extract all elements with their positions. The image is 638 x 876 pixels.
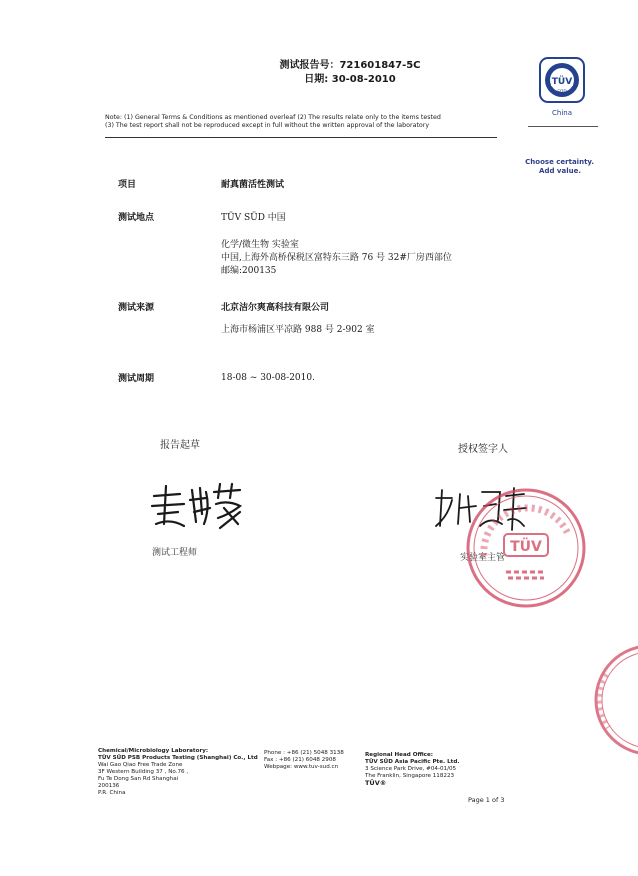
company-seal — [464, 486, 588, 610]
regional-mark: TÜV® — [365, 779, 387, 787]
location-line3: 中国,上海外高桥保税区富特东三路 76 号 32#厂房西部位 — [221, 253, 452, 263]
item-label: 项目 — [118, 180, 137, 190]
report-date: 日期: 30-08-2010 — [304, 74, 396, 85]
lab-address-2: 3F Western Building 37 , No.76 , — [98, 769, 189, 775]
lab-address-5: P.R. China — [98, 790, 126, 796]
tuv-logo — [538, 56, 586, 104]
partial-seal — [588, 644, 638, 754]
svg-text:TÜV: TÜV — [510, 539, 542, 555]
location-label: 测试地点 — [118, 213, 155, 223]
note-line1: Note: (1) General Terms & Conditions as mentioned overleaf (2) The results relate only to the items tested — [105, 114, 441, 121]
location-line4: 邮编:200135 — [221, 266, 277, 276]
lab-company: TÜV SÜD PSB Products Testing (Shanghai) Co., Ltd — [98, 755, 258, 761]
item-value: 耐真菌活性测试 — [221, 180, 285, 190]
footer-contact — [264, 750, 364, 771]
logo-divider — [528, 126, 598, 127]
location-line1: TÜV SÜD 中国 — [221, 213, 286, 223]
logo-sub: SÜD — [557, 90, 567, 95]
footer-lab — [98, 748, 258, 797]
period-value: 18-08 ~ 30-08-2010. — [221, 373, 315, 383]
lab-address-4: 200136 — [98, 783, 120, 789]
location-line2: 化学/微生物 实验室 — [221, 240, 299, 250]
draft-role: 测试工程师 — [152, 548, 198, 558]
lab-title: Chemical/Microbiology Laboratory: — [98, 748, 209, 754]
regional-address-1: 3 Science Park Drive, #04-01/05 — [365, 766, 457, 772]
regional-company: TÜV SÜD Asia Pacific Pte. Ltd. — [365, 759, 460, 765]
auth-role: 实验室主管 — [460, 553, 506, 563]
draft-title: 报告起草 — [160, 440, 200, 451]
draft-signature — [140, 478, 250, 538]
report-number: 测试报告号：721601847-5C — [279, 60, 421, 71]
header-rule — [105, 137, 497, 138]
period-label: 测试周期 — [118, 374, 155, 384]
regional-title: Regional Head Office: — [365, 752, 434, 758]
lab-address-3: Fu Te Dong San Rd Shanghai — [98, 776, 179, 782]
contact-phone: Phone : +86 (21) 5048 3138 — [264, 750, 344, 756]
logo-brand: TÜV — [551, 77, 573, 87]
tagline-line2: Add value. — [539, 167, 581, 175]
source-line1: 北京洁尔爽高科技有限公司 — [221, 303, 330, 313]
regional-address-2: The Franklin, Singapore 118223 — [365, 773, 455, 779]
auth-title: 授权签字人 — [458, 444, 508, 455]
contact-fax: Fax : +86 (21) 6048 2908 — [264, 757, 336, 763]
source-line2: 上海市杨浦区平凉路 988 号 2-902 室 — [221, 325, 375, 335]
logo-country: China — [552, 109, 572, 117]
page-number: Page 1 of 3 — [468, 796, 505, 804]
contact-web: Webpage: www.tuv-sud.cn — [264, 764, 339, 770]
source-label: 测试来源 — [118, 303, 155, 313]
lab-address-1: Wai Gao Qiao Free Trade Zone — [98, 762, 183, 768]
note-line2: (3) The test report shall not be reproduced except in full without the written approval of the laboratory — [105, 122, 430, 129]
footer-regional — [365, 752, 485, 787]
tagline-line1: Choose certainty. — [525, 158, 594, 166]
